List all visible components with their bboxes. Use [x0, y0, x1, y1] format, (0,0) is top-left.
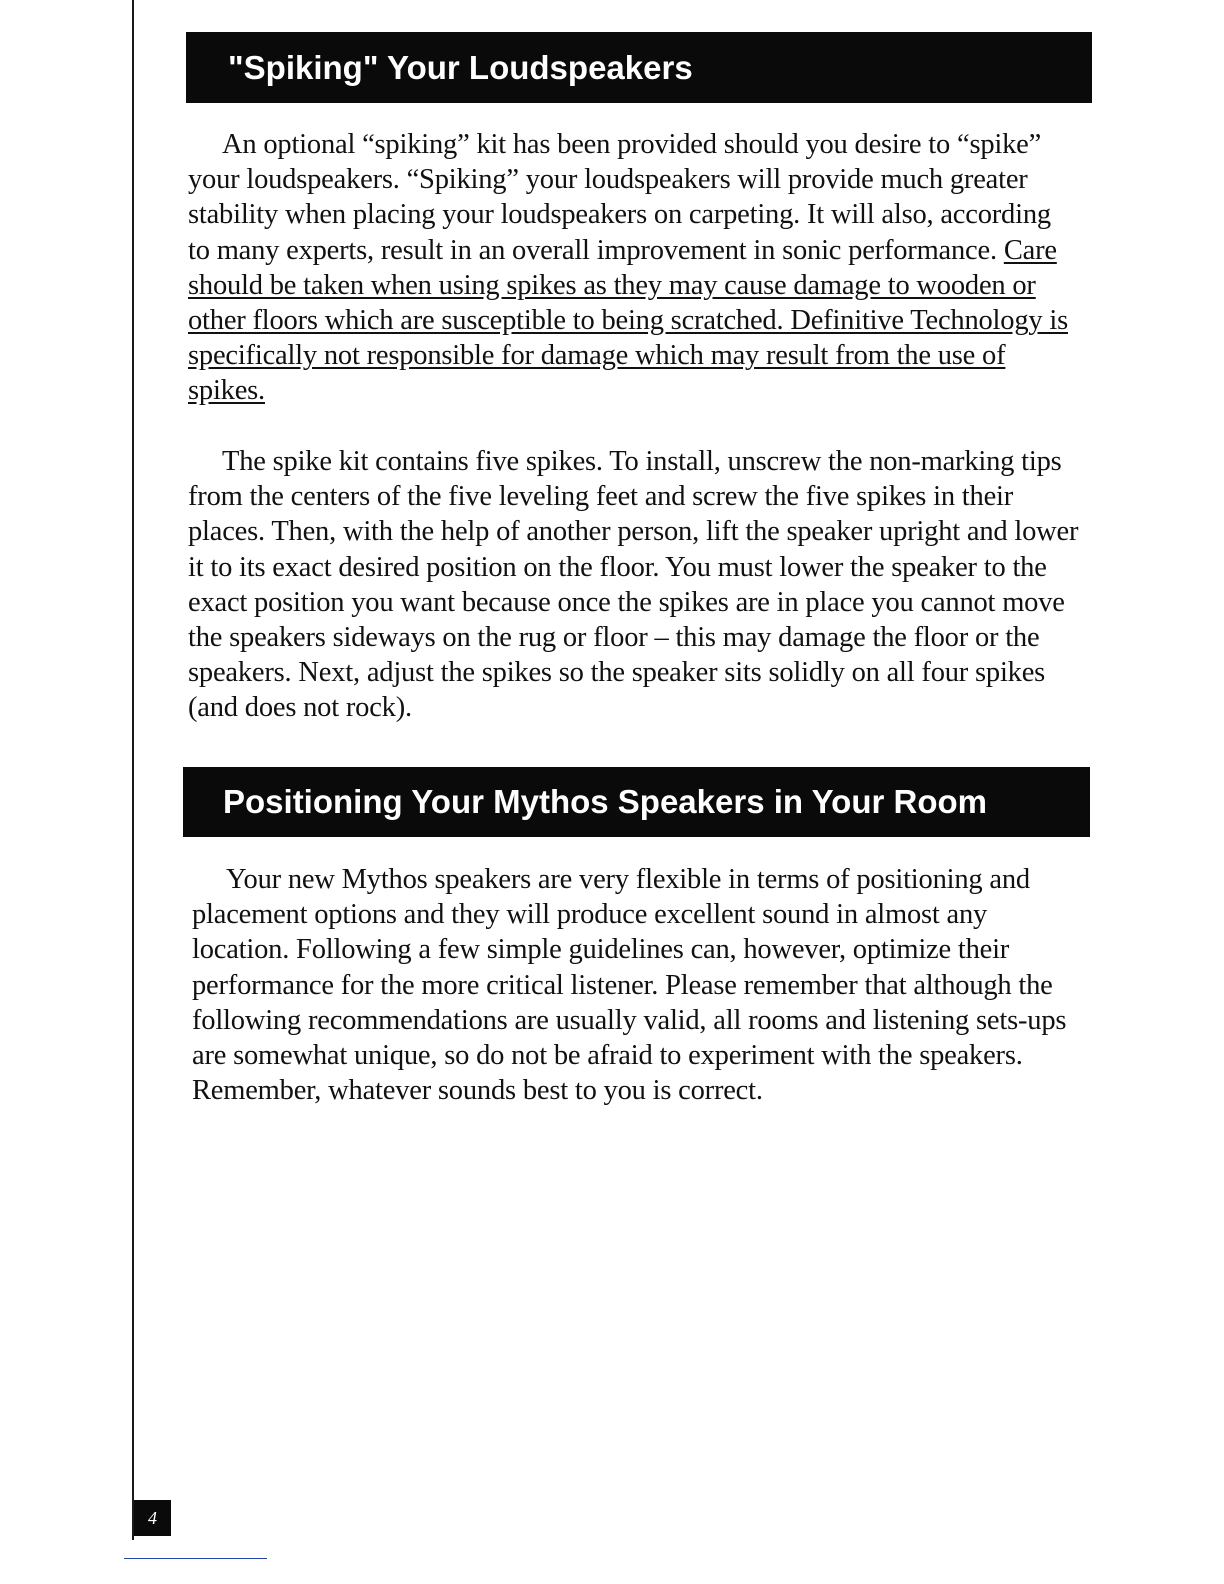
section-heading-positioning: Positioning Your Mythos Speakers in Your Room: [183, 767, 1090, 837]
spiking-paragraph-1-text: An optional “spiking” kit has been provided should you desire to “spike” your loudspeakers. “Spiking” your loudspeakers will provide much greater stability when placing your loudspeakers on carpeting. It will also, according to many experts, result in an overall improvement in sonic performance.: [188, 129, 1051, 266]
binding-edge-rule: [132, 0, 134, 1540]
footer-rule: [124, 1558, 267, 1559]
spiking-caution-underlined: Care should be taken when using spikes as they may cause damage to wooden or other floors which are susceptible to being scratched. Definitive Technology is specifically not responsible for damage which may result from the use of spikes.: [188, 234, 1068, 407]
spiking-paragraph-2: The spike kit contains five spikes. To install, unscrew the non-marking tips from the centers of the five leveling feet and screw the five spikes in their places. Then, with the help of another person, lift the speaker upright and lower it to its exact desired position on the floor. You must lower the speaker to the exact position you want because once the spikes are in place you cannot move the speakers sideways on the rug or floor – this may damage the floor or the speakers. Next, adjust the spikes so the speaker sits solidly on all four spikes (and does not rock).: [188, 446, 1079, 724]
section-heading-spiking: "Spiking" Your Loudspeakers: [186, 32, 1092, 103]
spiking-paragraph-1: [188, 127, 1078, 409]
page-number-badge: 4: [134, 1500, 171, 1536]
positioning-paragraph-1: Your new Mythos speakers are very flexible in terms of positioning and placement options and they will produce excellent sound in almost any location. Following a few simple guidelines can, however, optimize their performance for the more critical listener. Please remember that although the following recommendations are usually valid, all rooms and listening sets-ups are somewhat unique, so do not be afraid to experiment with the speakers. Remember, whatever sounds best to you is correct.: [192, 864, 1067, 1107]
